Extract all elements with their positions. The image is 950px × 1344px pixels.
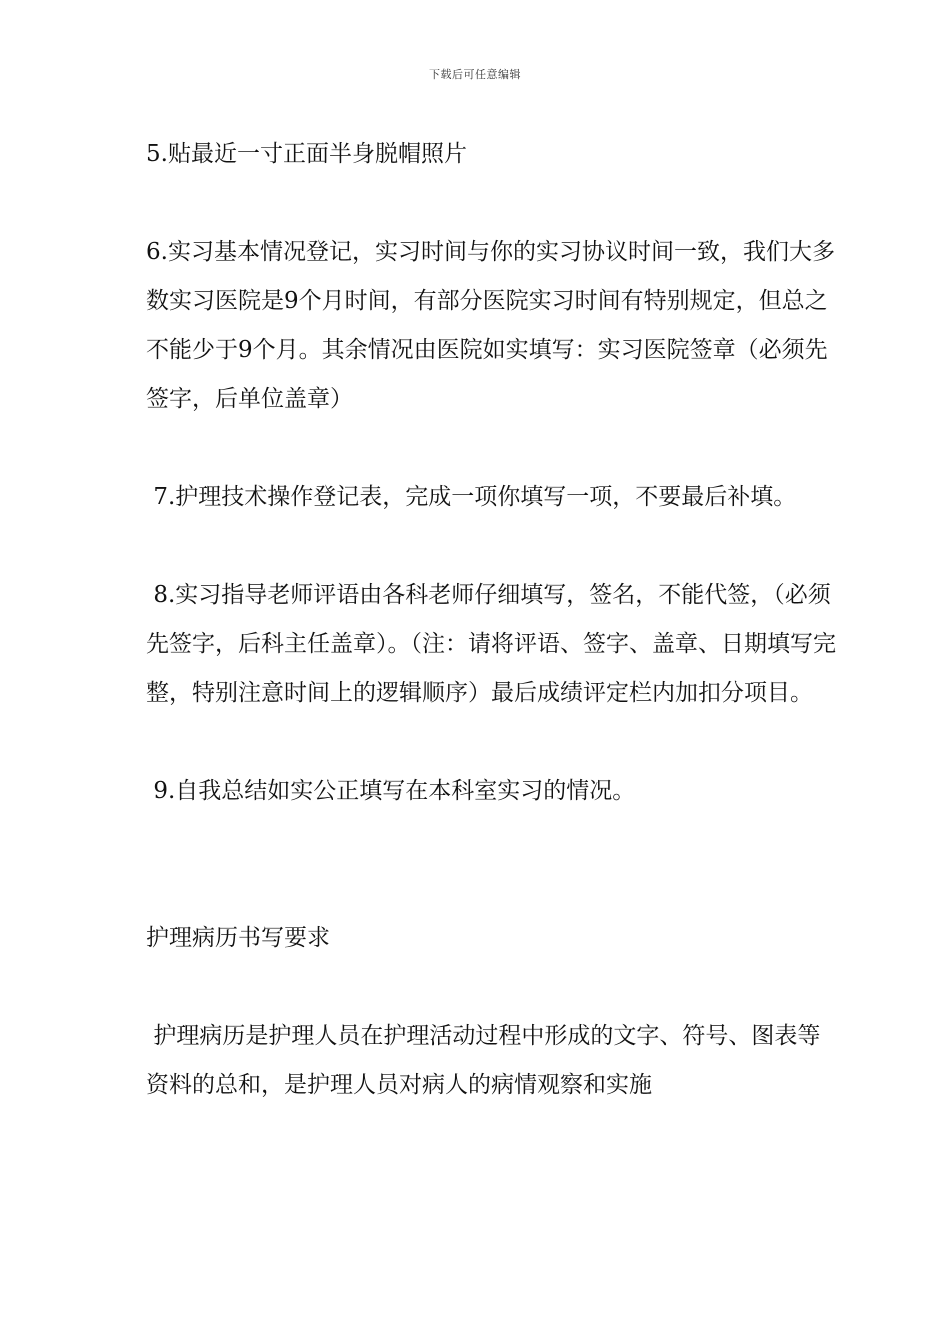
section-heading: 护理病历书写要求 xyxy=(146,925,330,951)
paragraph-item-9: 9.自我总结如实公正填写在本科室实习的情况。 xyxy=(146,778,636,804)
page-header: 下载后可任意编辑 xyxy=(429,68,521,81)
paragraph-spacer xyxy=(146,718,836,767)
paragraph-item-8: 8.实习指导老师评语由各科老师仔细填写，签名，不能代签，（必须先签字，后科主任盖章）。（注：请将评语、签字、盖章、日期填写完整，特别注意时间上的逻辑顺序）最后成绩评定栏内加扣分项目。 xyxy=(146,582,836,706)
document-body xyxy=(146,130,836,1110)
section-spacer xyxy=(146,816,836,914)
paragraph-spacer xyxy=(146,179,836,228)
paragraph-spacer xyxy=(146,522,836,571)
paragraph-spacer xyxy=(146,424,836,473)
paragraph-item-5: 5.贴最近一寸正面半身脱帽照片 xyxy=(146,141,467,167)
paragraph-spacer xyxy=(146,963,836,1012)
section-paragraph: 护理病历是护理人员在护理活动过程中形成的文字、符号、图表等资料的总和，是护理人员对病人的病情观察和实施 xyxy=(146,1023,821,1098)
paragraph-item-7: 7.护理技术操作登记表，完成一项你填写一项，不要最后补填。 xyxy=(146,484,797,510)
paragraph-item-6: 6.实习基本情况登记，实习时间与你的实习协议时间一致，我们大多数实习医院是9个月时间，有部分医院实习时间有特别规定，但总之不能少于9个月。其余情况由医院如实填写：实习医院签章（必须先签字，后单位盖章） xyxy=(146,239,835,412)
